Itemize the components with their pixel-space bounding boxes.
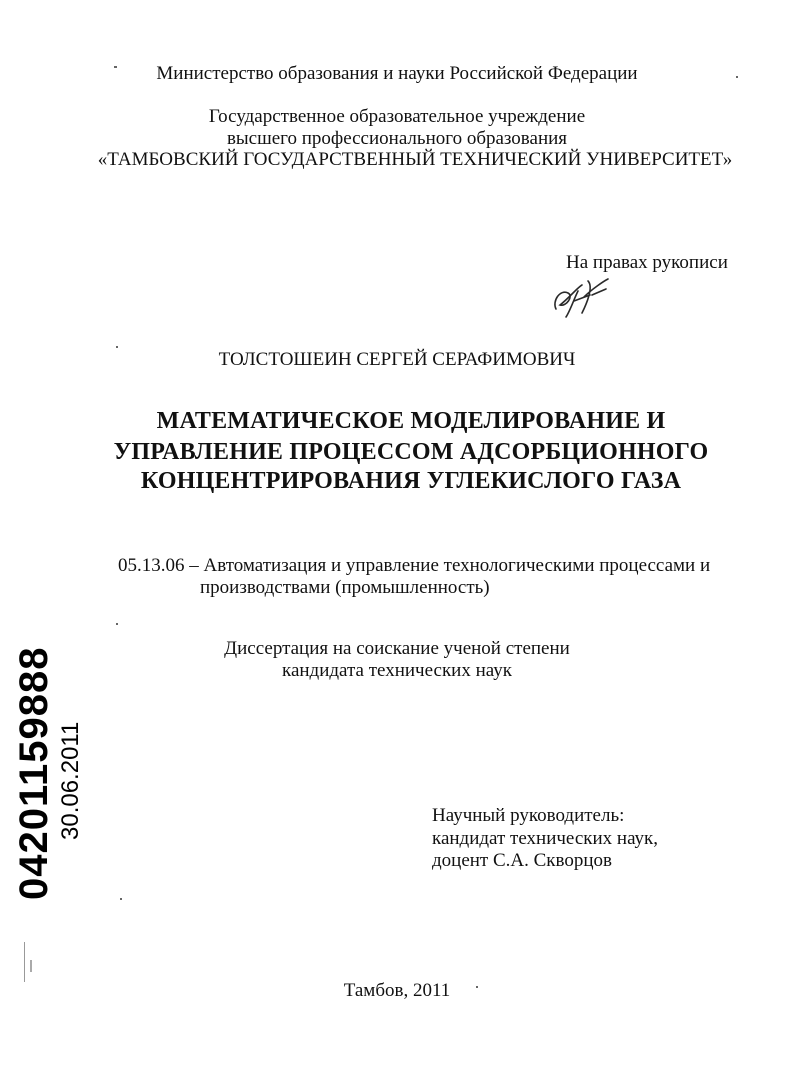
supervisor-label: Научный руководитель:: [432, 805, 625, 826]
degree-line-1: Диссертация на соискание ученой степени: [224, 638, 570, 659]
degree-line-2: кандидата технических наук: [282, 660, 512, 681]
scan-speck: [116, 346, 118, 348]
scan-speck: [116, 623, 118, 625]
supervisor-degree: кандидат технических наук,: [432, 828, 659, 849]
manuscript-note: На правах рукописи: [566, 252, 728, 273]
supervisor-name: доцент С.А. Скворцов: [432, 850, 613, 871]
scan-speck: [476, 986, 478, 988]
signature-icon: [548, 275, 614, 323]
scan-speck: [114, 66, 117, 68]
scan-speck: [24, 942, 25, 982]
scan-speck: [30, 960, 32, 972]
place-year: Тамбов, 2011: [343, 980, 451, 1001]
dissertation-title-line-3: КОНЦЕНТРИРОВАНИЯ УГЛЕКИСЛОГО ГАЗА: [140, 468, 682, 494]
institution-line-2: высшего профессионального образования: [226, 128, 568, 149]
author-name: ТОЛСТОШЕИН СЕРГЕЙ СЕРАФИМОВИЧ: [218, 349, 576, 370]
library-stamp-date: 30.06.2011: [57, 721, 84, 840]
specialty-line-2: производствами (промышленность): [200, 577, 490, 598]
library-stamp: [12, 647, 84, 901]
university-name: «ТАМБОВСКИЙ ГОСУДАРСТВЕННЫЙ ТЕХНИЧЕСКИЙ УНИВЕРСИТЕТ»: [97, 149, 733, 170]
scan-speck: [736, 76, 738, 78]
institution-line-1: Государственное образовательное учреждение: [208, 106, 586, 127]
dissertation-title-line-2: УПРАВЛЕНИЕ ПРОЦЕССОМ АДСОРБЦИОННОГО: [113, 439, 709, 465]
scan-speck: [120, 898, 122, 900]
specialty-line-1: 05.13.06 – Автоматизация и управление технологическими процессами и: [118, 555, 711, 576]
dissertation-title-line-1: МАТЕМАТИЧЕСКОЕ МОДЕЛИРОВАНИЕ И: [156, 408, 666, 434]
library-stamp-number: 04201159888: [12, 646, 56, 900]
ministry-line: Министерство образования и науки Российской Федерации: [156, 63, 638, 84]
